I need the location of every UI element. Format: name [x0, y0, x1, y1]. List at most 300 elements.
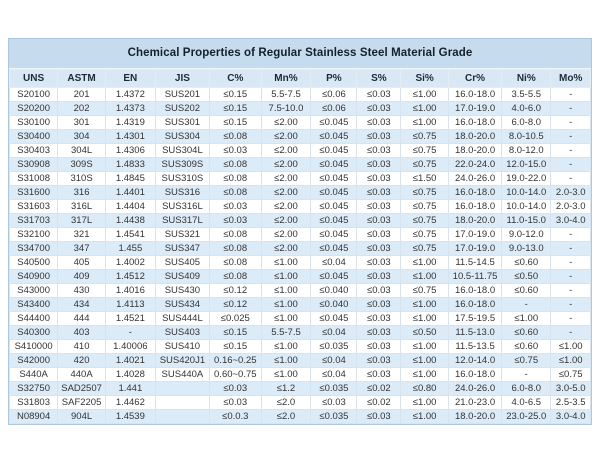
cell: - — [551, 284, 591, 298]
cell: 444 — [58, 312, 106, 326]
cell: ≤0.045 — [311, 312, 357, 326]
cell: ≤0.75 — [401, 214, 449, 228]
cell: 1.4539 — [105, 410, 155, 424]
cell: 0.16~0.25 — [210, 354, 262, 368]
cell: 16.0-18.0 — [448, 88, 501, 102]
cell: ≤0.045 — [311, 144, 357, 158]
cell: 403 — [58, 326, 106, 340]
table-row — [10, 326, 591, 340]
cell: ≤0.03 — [357, 256, 401, 270]
cell: 1.4002 — [105, 256, 155, 270]
cell: ≤1.00 — [401, 368, 449, 382]
cell: ≤0.60 — [502, 340, 551, 354]
cell: - — [551, 144, 591, 158]
cell: ≤1.00 — [261, 354, 311, 368]
cell: N08904 — [10, 410, 58, 424]
cell: 1.4021 — [105, 354, 155, 368]
cell: 1.4319 — [105, 116, 155, 130]
cell: ≤0.035 — [311, 382, 357, 396]
cell: ≤0.15 — [210, 116, 262, 130]
cell: S40500 — [10, 256, 58, 270]
cell: S31600 — [10, 186, 58, 200]
cell: ≤0.045 — [311, 186, 357, 200]
table-row — [10, 382, 591, 396]
cell: S43000 — [10, 284, 58, 298]
cell: 6.0-8.0 — [502, 116, 551, 130]
cell: SUS304L — [155, 144, 209, 158]
cell: 11.5-13.0 — [448, 326, 501, 340]
cell: 22.0-24.0 — [448, 158, 501, 172]
cell: 410 — [58, 340, 106, 354]
cell: S30400 — [10, 130, 58, 144]
cell: S31803 — [10, 396, 58, 410]
cell: ≤0.03 — [357, 214, 401, 228]
cell: ≤0.04 — [311, 326, 357, 340]
cell: ≤0.06 — [311, 102, 357, 116]
cell: ≤0.04 — [311, 354, 357, 368]
chemical-properties-table — [8, 38, 592, 425]
cell: ≤0.03 — [357, 200, 401, 214]
cell: 11.5-13.5 — [448, 340, 501, 354]
cell: ≤0.03 — [357, 228, 401, 242]
cell: 17.5-19.5 — [448, 312, 501, 326]
cell: ≤1.00 — [401, 354, 449, 368]
cell: ≤0.045 — [311, 158, 357, 172]
cell: ≤0.75 — [401, 130, 449, 144]
cell: 16.0-18.0 — [448, 298, 501, 312]
cell: - — [551, 312, 591, 326]
cell: S40300 — [10, 326, 58, 340]
cell: ≤0.08 — [210, 186, 262, 200]
table-row — [10, 298, 591, 312]
cell: - — [551, 130, 591, 144]
cell: ≤0.03 — [357, 158, 401, 172]
cell: ≤0.045 — [311, 200, 357, 214]
cell: ≤2.00 — [261, 200, 311, 214]
cell: ≤0.75 — [401, 228, 449, 242]
cell: 8.0-10.5 — [502, 130, 551, 144]
cell: S43400 — [10, 298, 58, 312]
cell: ≤0.03 — [210, 200, 262, 214]
table-row — [10, 368, 591, 382]
cell: 6.0-8.0 — [502, 382, 551, 396]
cell: S30100 — [10, 116, 58, 130]
cell: 12.0-15.0 — [502, 158, 551, 172]
cell: SUS310S — [155, 172, 209, 186]
table-body — [10, 88, 591, 424]
cell: 317L — [58, 214, 106, 228]
cell: ≤0.03 — [357, 172, 401, 186]
cell: ≤0.03 — [357, 242, 401, 256]
cell: ≤2.00 — [261, 172, 311, 186]
cell: ≤0.02 — [357, 382, 401, 396]
cell: ≤0.15 — [210, 102, 262, 116]
column-header-si: Si% — [401, 70, 449, 88]
data-grid — [9, 69, 591, 424]
cell: 16.0-18.0 — [448, 200, 501, 214]
cell: 202 — [58, 102, 106, 116]
cell: 2.0-3.0 — [551, 200, 591, 214]
cell: - — [502, 368, 551, 382]
cell: ≤0.03 — [357, 284, 401, 298]
cell: S20100 — [10, 88, 58, 102]
cell: ≤0.08 — [210, 172, 262, 186]
table-row — [10, 214, 591, 228]
cell: 304L — [58, 144, 106, 158]
cell: ≤0.08 — [210, 242, 262, 256]
cell: S440A — [10, 368, 58, 382]
column-header-ni: Ni% — [502, 70, 551, 88]
cell: 1.4521 — [105, 312, 155, 326]
cell: S42000 — [10, 354, 58, 368]
cell: ≤0.15 — [210, 326, 262, 340]
table-row — [10, 172, 591, 186]
cell: 1.4306 — [105, 144, 155, 158]
cell: ≤0.035 — [311, 410, 357, 424]
cell: ≤2.00 — [261, 116, 311, 130]
cell: SAD2507 — [58, 382, 106, 396]
cell: ≤0.03 — [357, 186, 401, 200]
cell: ≤0.03 — [357, 326, 401, 340]
cell: ≤0.03 — [357, 88, 401, 102]
cell: ≤0.03 — [357, 410, 401, 424]
cell: ≤1.00 — [401, 256, 449, 270]
cell: 3.0-4.0 — [551, 214, 591, 228]
cell: ≤0.045 — [311, 242, 357, 256]
cell: 8.0-12.0 — [502, 144, 551, 158]
cell: ≤1.00 — [551, 354, 591, 368]
cell: ≤1.00 — [401, 298, 449, 312]
cell: ≤0.75 — [502, 354, 551, 368]
cell: 24.0-26.0 — [448, 382, 501, 396]
cell: ≤0.040 — [311, 298, 357, 312]
cell: S410000 — [10, 340, 58, 354]
cell: - — [551, 102, 591, 116]
cell: ≤0.03 — [357, 144, 401, 158]
cell: S30403 — [10, 144, 58, 158]
cell: SUS304 — [155, 130, 209, 144]
cell: SUS321 — [155, 228, 209, 242]
table-row — [10, 130, 591, 144]
cell: ≤0.03 — [210, 214, 262, 228]
cell: 10.0-14.0 — [502, 200, 551, 214]
cell: ≤1.00 — [261, 270, 311, 284]
cell: ≤0.02 — [357, 396, 401, 410]
cell: SUS347 — [155, 242, 209, 256]
cell: 1.4301 — [105, 130, 155, 144]
cell: ≤2.00 — [261, 242, 311, 256]
cell: ≤0.75 — [401, 186, 449, 200]
cell: ≤0.75 — [401, 144, 449, 158]
cell: - — [551, 158, 591, 172]
cell: 18.0-20.0 — [448, 410, 501, 424]
table-row — [10, 396, 591, 410]
cell: 21.0-23.0 — [448, 396, 501, 410]
cell: ≤0.045 — [311, 172, 357, 186]
table-row — [10, 102, 591, 116]
cell: 24.0-26.0 — [448, 172, 501, 186]
column-header-c: C% — [210, 70, 262, 88]
table-row — [10, 228, 591, 242]
cell: SUS444L — [155, 312, 209, 326]
cell: ≤1.00 — [401, 312, 449, 326]
cell: - — [105, 326, 155, 340]
cell: ≤0.60 — [502, 326, 551, 340]
cell: SUS201 — [155, 88, 209, 102]
cell: ≤0.03 — [357, 102, 401, 116]
cell: 2.5-3.5 — [551, 396, 591, 410]
cell: S40900 — [10, 270, 58, 284]
cell: - — [551, 242, 591, 256]
cell: S31603 — [10, 200, 58, 214]
cell: 0.60~0.75 — [210, 368, 262, 382]
cell: 1.455 — [105, 242, 155, 256]
cell: ≤2.00 — [261, 186, 311, 200]
cell: 16.0-18.0 — [448, 186, 501, 200]
cell: 18.0-20.0 — [448, 130, 501, 144]
cell: 10.0-14.0 — [502, 186, 551, 200]
cell: ≤0.03 — [357, 298, 401, 312]
cell: ≤0.15 — [210, 88, 262, 102]
cell: ≤0.045 — [311, 270, 357, 284]
cell: 1.4512 — [105, 270, 155, 284]
cell: ≤1.00 — [401, 102, 449, 116]
cell: 9.0-13.0 — [502, 242, 551, 256]
cell: 1.4833 — [105, 158, 155, 172]
cell: 430 — [58, 284, 106, 298]
cell: ≤2.00 — [261, 214, 311, 228]
cell: ≤0.06 — [311, 88, 357, 102]
cell: S31008 — [10, 172, 58, 186]
cell: ≤1.00 — [551, 340, 591, 354]
cell: ≤0.60 — [502, 284, 551, 298]
cell: ≤1.00 — [261, 340, 311, 354]
cell: 1.4462 — [105, 396, 155, 410]
cell: ≤1.00 — [261, 368, 311, 382]
cell: 1.4372 — [105, 88, 155, 102]
cell: ≤0.08 — [210, 256, 262, 270]
table-row — [10, 354, 591, 368]
cell: 16.0-18.0 — [448, 284, 501, 298]
cell: SUS403 — [155, 326, 209, 340]
cell: S20200 — [10, 102, 58, 116]
cell: 1.4016 — [105, 284, 155, 298]
table-row — [10, 242, 591, 256]
column-header-uns: UNS — [10, 70, 58, 88]
cell: 19.0-22.0 — [502, 172, 551, 186]
cell: SUS316L — [155, 200, 209, 214]
cell: ≤0.040 — [311, 284, 357, 298]
cell: ≤0.03 — [210, 382, 262, 396]
cell: ≤0.045 — [311, 116, 357, 130]
cell: 12.0-14.0 — [448, 354, 501, 368]
column-header-mo: Mo% — [551, 70, 591, 88]
cell: ≤1.00 — [502, 312, 551, 326]
cell: 17.0-19.0 — [448, 102, 501, 116]
cell: ≤0.045 — [311, 214, 357, 228]
cell: ≤1.00 — [261, 298, 311, 312]
cell: 316L — [58, 200, 106, 214]
cell: 23.0-25.0 — [502, 410, 551, 424]
cell: ≤1.00 — [401, 88, 449, 102]
cell: 16.0-18.0 — [448, 116, 501, 130]
cell: S31703 — [10, 214, 58, 228]
cell — [155, 410, 209, 424]
cell: ≤0.03 — [357, 270, 401, 284]
cell: 11.5-14.5 — [448, 256, 501, 270]
table-row — [10, 144, 591, 158]
cell: 201 — [58, 88, 106, 102]
cell: ≤0.75 — [551, 368, 591, 382]
cell: ≤0.03 — [210, 396, 262, 410]
cell: 304 — [58, 130, 106, 144]
table-row — [10, 410, 591, 424]
cell: - — [551, 172, 591, 186]
cell: 904L — [58, 410, 106, 424]
cell: 3.5-5.5 — [502, 88, 551, 102]
cell: 440A — [58, 368, 106, 382]
cell: 11.0-15.0 — [502, 214, 551, 228]
cell: ≤0.03 — [357, 368, 401, 382]
cell: S44400 — [10, 312, 58, 326]
column-header-jis: JIS — [155, 70, 209, 88]
cell: - — [551, 270, 591, 284]
cell: ≤0.12 — [210, 284, 262, 298]
table-row — [10, 284, 591, 298]
cell: ≤0.75 — [401, 284, 449, 298]
cell: ≤0.75 — [401, 158, 449, 172]
cell: 316 — [58, 186, 106, 200]
cell: ≤2.00 — [261, 228, 311, 242]
cell: 18.0-20.0 — [448, 214, 501, 228]
cell: ≤2.0 — [261, 396, 311, 410]
cell: ≤0.08 — [210, 130, 262, 144]
cell: - — [551, 88, 591, 102]
cell: ≤1.00 — [401, 340, 449, 354]
cell: 434 — [58, 298, 106, 312]
cell: ≤2.00 — [261, 130, 311, 144]
cell: 17.0-19.0 — [448, 242, 501, 256]
cell: - — [551, 116, 591, 130]
cell: ≤0.025 — [210, 312, 262, 326]
cell: ≤0.75 — [401, 200, 449, 214]
cell: 347 — [58, 242, 106, 256]
cell: 4.0-6.0 — [502, 102, 551, 116]
table-row — [10, 200, 591, 214]
cell: ≤1.00 — [401, 116, 449, 130]
cell: ≤0.50 — [401, 326, 449, 340]
table-row — [10, 256, 591, 270]
cell: ≤1.00 — [261, 256, 311, 270]
cell: - — [551, 326, 591, 340]
cell: 1.4401 — [105, 186, 155, 200]
cell: 1.4113 — [105, 298, 155, 312]
cell: ≤0.035 — [311, 340, 357, 354]
cell: 3.0-5.0 — [551, 382, 591, 396]
cell: SUS409 — [155, 270, 209, 284]
cell: SUS420J1 — [155, 354, 209, 368]
cell: ≤0.0.3 — [210, 410, 262, 424]
cell: SUS410 — [155, 340, 209, 354]
cell: 405 — [58, 256, 106, 270]
cell: S32100 — [10, 228, 58, 242]
cell: SUS440A — [155, 368, 209, 382]
cell: - — [551, 256, 591, 270]
cell: SUS405 — [155, 256, 209, 270]
cell: 16.0-18.0 — [448, 368, 501, 382]
column-header-s: S% — [357, 70, 401, 88]
cell: ≤0.03 — [357, 312, 401, 326]
cell: ≤0.03 — [357, 354, 401, 368]
cell: ≤0.60 — [502, 256, 551, 270]
cell: ≤0.03 — [311, 396, 357, 410]
column-header-en: EN — [105, 70, 155, 88]
table-row — [10, 340, 591, 354]
cell: 4.0-6.5 — [502, 396, 551, 410]
cell: ≤2.00 — [261, 158, 311, 172]
cell: SUS301 — [155, 116, 209, 130]
cell: 1.4028 — [105, 368, 155, 382]
cell: ≤1.00 — [401, 396, 449, 410]
cell: 7.5-10.0 — [261, 102, 311, 116]
cell: ≤0.08 — [210, 228, 262, 242]
cell: 420 — [58, 354, 106, 368]
cell: 2.0-3.0 — [551, 186, 591, 200]
cell: SUS309S — [155, 158, 209, 172]
cell: ≤0.50 — [502, 270, 551, 284]
cell: ≤0.80 — [401, 382, 449, 396]
cell: ≤0.08 — [210, 158, 262, 172]
cell: S30908 — [10, 158, 58, 172]
column-header-cr: Cr% — [448, 70, 501, 88]
cell: ≤1.50 — [401, 172, 449, 186]
cell: 1.4845 — [105, 172, 155, 186]
cell: 5.5-7.5 — [261, 326, 311, 340]
header-row — [10, 70, 591, 88]
cell: 1.4404 — [105, 200, 155, 214]
cell: ≤1.2 — [261, 382, 311, 396]
cell — [155, 396, 209, 410]
cell: ≤2.00 — [261, 144, 311, 158]
cell: - — [502, 298, 551, 312]
cell: 18.0-20.0 — [448, 144, 501, 158]
cell: ≤0.12 — [210, 298, 262, 312]
cell: 310S — [58, 172, 106, 186]
column-header-p: P% — [311, 70, 357, 88]
table-head — [10, 70, 591, 88]
cell: ≤0.03 — [357, 130, 401, 144]
cell: ≤2.0 — [261, 410, 311, 424]
cell: ≤1.00 — [261, 284, 311, 298]
column-header-mn: Mn% — [261, 70, 311, 88]
cell: 1.4438 — [105, 214, 155, 228]
cell: ≤0.045 — [311, 228, 357, 242]
cell: - — [551, 298, 591, 312]
cell: ≤0.03 — [357, 340, 401, 354]
cell: ≤0.03 — [210, 144, 262, 158]
cell: ≤0.04 — [311, 256, 357, 270]
cell: SUS202 — [155, 102, 209, 116]
cell: 1.40006 — [105, 340, 155, 354]
cell: 17.0-19.0 — [448, 228, 501, 242]
cell: ≤0.045 — [311, 130, 357, 144]
cell: ≤1.00 — [261, 312, 311, 326]
table-row — [10, 88, 591, 102]
cell: 1.441 — [105, 382, 155, 396]
cell: SAF2205 — [58, 396, 106, 410]
table-row — [10, 312, 591, 326]
cell: SUS316 — [155, 186, 209, 200]
